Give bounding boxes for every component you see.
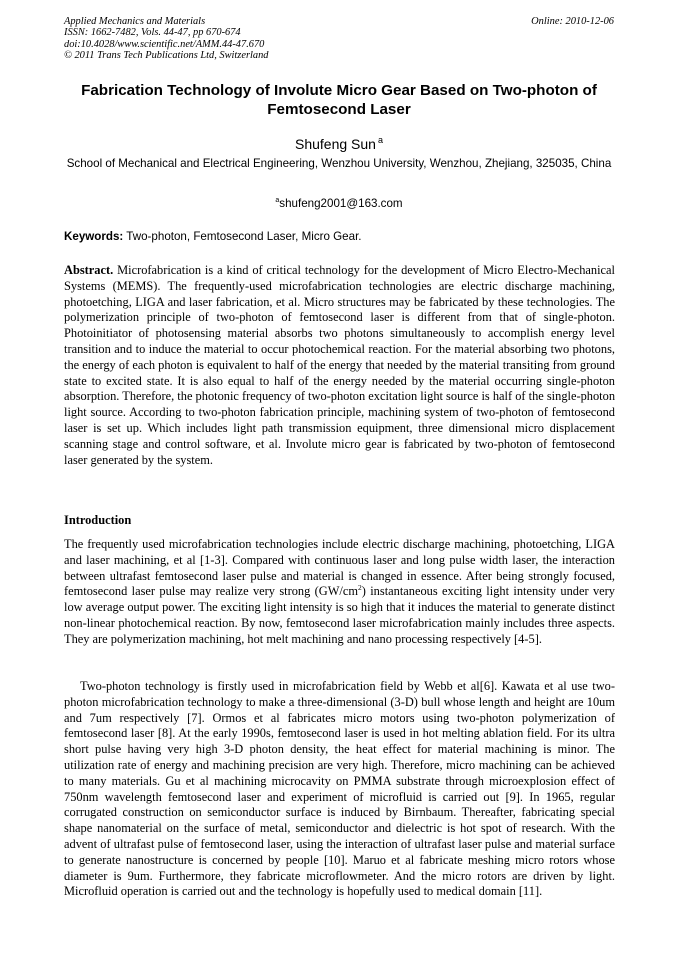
intro-p1-part-a: The frequently used microfabrication technologies include electric discharge machining, photoetching, LIGA and laser machining, et al [1-3]. Compared with continuous laser and long pulse width laser, the interaction between ultrafast femtosecond laser pulse and material is changed in essence. After being strongly focused, femtosecond laser pulse may realize very strong (GW/cm [64, 537, 615, 599]
author-affiliation-mark: a [377, 135, 383, 145]
intro-p1-part-b: ) instantaneous exciting light intensity under very low average output power. The exciting light intensity is so high that it induces the material to generate distinct non-linear photochemical reaction. By now, femtosecond laser microfabrication mainly includes three aspects. They are polymerization machining, hot melt machining and nano processing respectively [4-5]. [64, 584, 615, 646]
journal-header [64, 16, 614, 61]
abstract-text: Microfabrication is a kind of critical technology for the development of Micro Electro-Mechanical Systems (MEMS). The frequently-used microfabrication technologies are electric discharge machining, photoetching, LIGA and laser fabrication, et al. Micro structures may be fabricated by these technologies. The polymerization principle of two-photon of femtosecond laser is different from that of single-photon. Photoinitiator of photosensing material absorbs two photons simultaneously to accomplish energy level transition and to induce the material to occur photochemical reaction. For the material absorbing two photons, the energy of each photon is equivalent to half of the energy that needed by the material transiting from ground state to excited state. It is also equal to half of the energy needed by the material occurring single-photon absorption. Therefore, the photonic frequency of two-photon excitation light source is half of the single-photon light source. According to two-photon fabrication principle, machining system of two-photon of femtosecond laser is set up. Which includes light path transmission equipment, three dimensional micro displacement scanning stage and control software, et al. Involute micro gear is fabricated by two-photon of femtosecond laser generated by the system. [64, 263, 616, 467]
paper-title: Fabrication Technology of Involute Micro Gear Based on Two-photon of Femtosecond Laser [81, 82, 597, 118]
author-line [64, 131, 614, 153]
keywords-text: Two-photon, Femtosecond Laser, Micro Gear. [126, 230, 362, 243]
abstract [64, 263, 615, 468]
online-date: Online: 2010-12-06 [531, 16, 614, 27]
email-mark: a [275, 197, 280, 204]
keywords-label: Keywords: [64, 230, 124, 243]
email-address: shufeng2001@163.com [279, 197, 403, 210]
journal-name: Applied Mechanics and Materials [64, 16, 206, 27]
keywords [64, 229, 614, 245]
introduction-heading: Introduction [64, 513, 132, 527]
introduction-paragraph-2: Two-photon technology is firstly used in microfabrication field by Webb et al[6]. Kawata et al use two-photon microfabrication technology to make a three-dimensional (3-D) bull whose length and height are 10um and 7um respectively [7]. Ormos et al fabricates micro motors using two-photon polymerization of femtosecond laser [8]. At the early 1990s, femtosecond laser is used in hot melting ablation field. For its ultra short pulse having very high 3-D photon density, the heat effect for material machining is minor. The utilization rate of energy and machining precision are very high. Therefore, micro machining can be achieved to many materials. Gu et al machining microcavity on PMMA substrate through microexplosion effect of 750nm wavelength femtosecond laser and experiment of microfluid is carried out [9]. In 1965, regular corrugated construction on semiconductor surface is induced by Birnbaum. Thereafter, fabricating special shape nanomaterial on the surface of metal, semiconductor and dielectric is hot spot of research. With the advent of ultrafast pulse of femtosecond laser, using the interaction of ultrafast laser pulse and material surface to generate nanostructure is concerned by people [10]. Maruo et al fabricate meshing micro rotors whose diameter is 9um. Furthermore, they fabricate microflowmeter. And the micro rotors are driven by light. Microfluid operation is carried out and the technology is hopefully used to medical domain [11]. [64, 679, 615, 899]
introduction-paragraph-1 [64, 537, 615, 648]
abstract-label: Abstract. [64, 263, 114, 277]
issn-line: ISSN: 1662-7482, Vols. 44-47, pp 670-674 [64, 27, 241, 39]
intro-p1-superscript: 2 [358, 583, 362, 593]
affiliation: School of Mechanical and Electrical Engineering, Wenzhou University, Wenzhou, Zhejiang, 325035, China [66, 157, 612, 170]
email-line [64, 193, 614, 212]
author-name: Shufeng Sun [295, 136, 376, 152]
copyright-line: © 2011 Trans Tech Publications Ltd, Switzerland [64, 49, 269, 61]
doi-line: doi:10.4028/www.scientific.net/AMM.44-47.670 [64, 38, 265, 50]
